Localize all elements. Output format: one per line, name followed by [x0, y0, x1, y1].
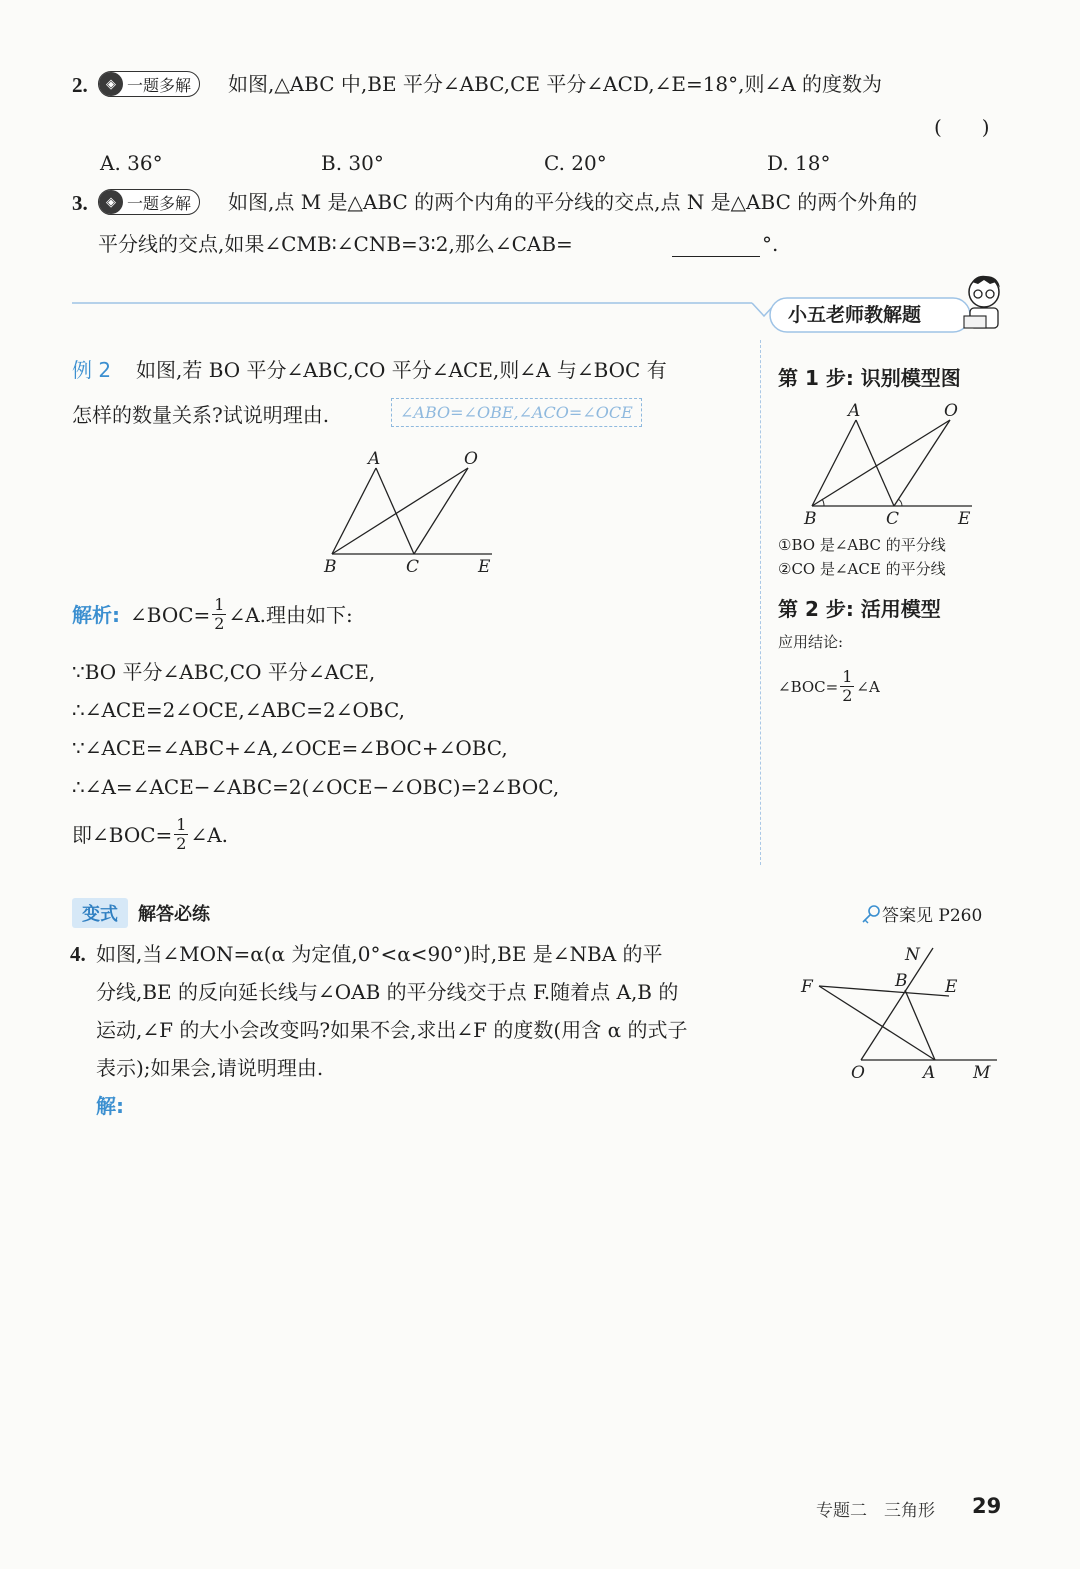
variant-header: [72, 898, 210, 928]
variant-tag: 变式: [72, 898, 128, 928]
sb-label-e: E: [958, 509, 971, 529]
q4-label-n: N: [905, 945, 920, 965]
q3-badge: [98, 189, 200, 215]
example-figure: [310, 446, 520, 586]
sidebar-apply: 应用结论:: [778, 633, 844, 651]
page-number: 29: [972, 1494, 1002, 1518]
q4-answer-area[interactable]: [96, 1130, 996, 1430]
sidebar-note2: ②CO 是∠ACE 的平分线: [778, 560, 946, 578]
solution-first-line: [72, 596, 353, 633]
sb-label-o: O: [944, 401, 958, 421]
frac-num: 1: [176, 815, 187, 834]
q2-option-d[interactable]: D. 18°: [767, 151, 831, 175]
q2-text: 如图,△ABC 中,BE 平分∠ABC,CE 平分∠ACD,∠E=18°,则∠A 的度数为: [228, 72, 883, 96]
sb-label-b: B: [804, 509, 817, 529]
badge-label: 一题多解: [127, 193, 192, 213]
cube-icon: ◈: [99, 190, 123, 214]
label-b: B: [324, 557, 337, 577]
frac-den: 2: [214, 614, 225, 633]
q2-badge: [98, 71, 200, 97]
q3-line2: 平分线的交点,如果∠CMB∶∠CNB=3∶2,那么∠CAB=: [98, 232, 573, 256]
label-o: O: [464, 449, 478, 469]
example-line2: 怎样的数量关系?试说明理由.: [72, 403, 330, 427]
q2-answer-blank[interactable]: ( ): [934, 115, 990, 139]
teacher-banner-title: 小五老师教解题: [788, 304, 922, 326]
sidebar-formula: [778, 668, 880, 705]
sidebar-note1: ①BO 是∠ABC 的平分线: [778, 536, 946, 554]
solution-line-1: ∵BO 平分∠ABC,CO 平分∠ACE,: [72, 660, 376, 684]
q4-line4: 表示);如果会,请说明理由.: [96, 1056, 324, 1080]
footer-chapter: 专题二 三角形: [816, 1501, 935, 1521]
solution-last-line: [72, 816, 228, 853]
q3-suffix: °.: [762, 232, 779, 256]
label-c: C: [406, 557, 420, 577]
q4-label-b: B: [895, 971, 908, 991]
fraction-half: [174, 816, 188, 853]
frac-num: 1: [214, 595, 225, 614]
solution-last-pre: 即∠BOC=: [72, 822, 173, 847]
q4-label-a: A: [923, 1063, 936, 1083]
badge-label: 一题多解: [127, 75, 192, 95]
solution-last-post: ∠A.: [190, 822, 229, 847]
label-a: A: [368, 449, 381, 469]
q3-answer-blank[interactable]: [672, 256, 760, 257]
q4-label-m: M: [973, 1063, 991, 1083]
answer-reference[interactable]: [860, 901, 982, 926]
q3-number: 3.: [72, 191, 88, 215]
sb-label-a: A: [848, 401, 861, 421]
q4-line1: 如图,当∠MON=α(α 为定值,0°<α<90°)时,BE 是∠NBA 的平: [96, 942, 663, 966]
variant-title: 解答必练: [138, 904, 210, 925]
q4-number: 4.: [70, 942, 86, 966]
q2-number: 2.: [72, 73, 88, 97]
fraction-half: [840, 668, 854, 705]
sidebar-step1: 第 1 步: 识别模型图: [778, 366, 961, 390]
solution-line-2: ∴∠ACE=2∠OCE,∠ABC=2∠OBC,: [72, 698, 405, 722]
q2-option-b[interactable]: B. 30°: [321, 151, 384, 175]
q4-answer-label: 解:: [96, 1094, 124, 1118]
solution-line-4: ∴∠A=∠ACE−∠ABC=2(∠OCE−∠OBC)=2∠BOC,: [72, 775, 560, 799]
sidebar-formula-post: ∠A: [856, 677, 880, 696]
frac-den: 2: [842, 686, 853, 705]
sidebar-formula-pre: ∠BOC=: [778, 677, 839, 696]
q4-label-o: O: [851, 1063, 865, 1083]
example-label: 例 2: [72, 358, 112, 382]
q3-line1: 如图,点 M 是△ABC 的两个内角的平分线的交点,点 N 是△ABC 的两个外角的: [228, 190, 918, 214]
q4-figure: [795, 940, 1005, 1085]
solution-first-post: ∠A.理由如下:: [228, 602, 353, 627]
q4-line2: 分线,BE 的反向延长线与∠OAB 的平分线交于点 F.随着点 A,B 的: [96, 980, 679, 1004]
label-e: E: [478, 557, 491, 577]
teacher-avatar-icon: [960, 270, 1008, 336]
sidebar-step2: 第 2 步: 活用模型: [778, 597, 941, 621]
answer-reference-text: 答案见 P260: [882, 906, 983, 926]
sidebar-separator: [760, 340, 761, 865]
sidebar-figure: [790, 398, 980, 533]
q2-option-a[interactable]: A. 36°: [100, 151, 163, 175]
q4-label-f: F: [801, 977, 813, 997]
solution-first-pre: ∠BOC=: [130, 602, 211, 627]
cube-icon: ◈: [99, 72, 123, 96]
frac-num: 1: [842, 667, 853, 686]
example-line1: 如图,若 BO 平分∠ABC,CO 平分∠ACE,则∠A 与∠BOC 有: [136, 358, 667, 382]
q2-option-c[interactable]: C. 20°: [544, 151, 607, 175]
key-icon: [860, 904, 882, 924]
example-hint: ∠ABO=∠OBE,∠ACO=∠OCE: [391, 398, 642, 427]
fraction-half: [212, 596, 226, 633]
solution-label: 解析:: [72, 602, 120, 627]
sb-label-c: C: [886, 509, 900, 529]
q4-label-e: E: [945, 977, 958, 997]
frac-den: 2: [176, 834, 187, 853]
q4-line3: 运动,∠F 的大小会改变吗?如果不会,求出∠F 的度数(用含 α 的式子: [96, 1018, 688, 1042]
solution-line-3: ∵∠ACE=∠ABC+∠A,∠OCE=∠BOC+∠OBC,: [72, 736, 508, 760]
